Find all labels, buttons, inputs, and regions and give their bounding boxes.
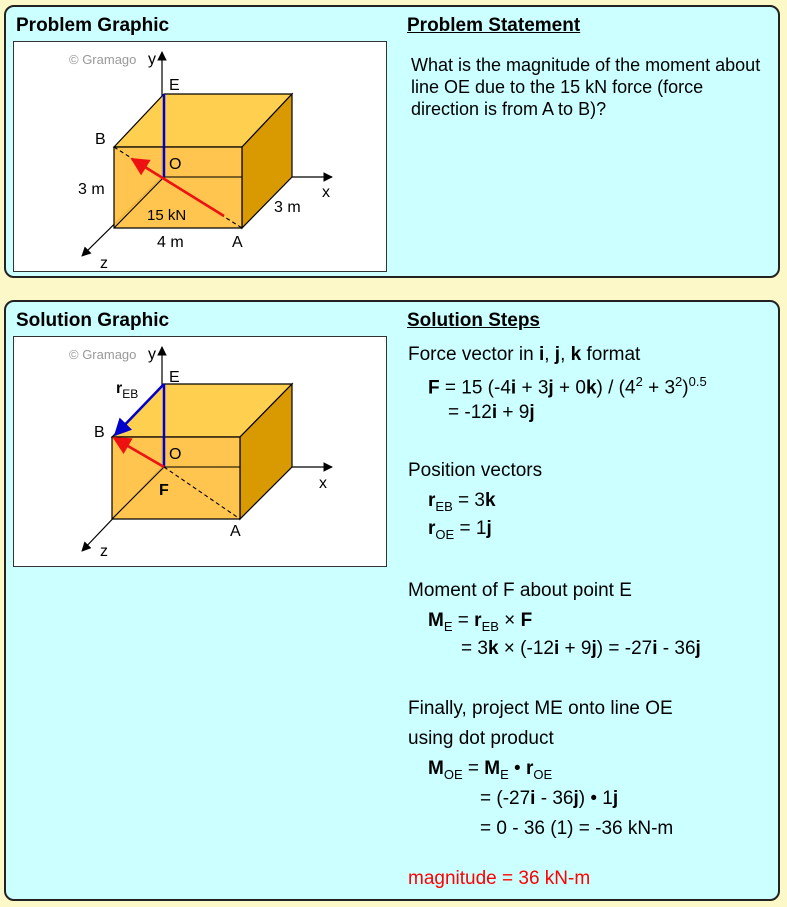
problem-statement-text: What is the magnitude of the moment about line OE due to the 15 kN force (force direction is from A to B)? [411, 55, 761, 119]
step-pos-heading: Position vectors [408, 460, 543, 481]
label-z: z [100, 543, 108, 560]
problem-panel [4, 5, 780, 278]
label-a: A [230, 523, 241, 540]
step-moment-heading: Moment of F about point E [408, 580, 632, 601]
step-force-eq2: = -12i + 9j [448, 402, 535, 423]
label-e: E [169, 77, 180, 94]
step-force-heading: Force vector in i, j, k format [408, 344, 641, 365]
label-r: $r_{EB}$ [116, 380, 139, 401]
label-y: y [148, 346, 156, 363]
step-project-eq3: = 0 - 36 (1) = -36 kN-m [480, 818, 674, 839]
step-pos-eq2: $r_{OE} = 1j$ [428, 518, 492, 542]
copyright-text: © Gramago [69, 347, 137, 362]
label-f: F [159, 482, 169, 499]
solution-diagram [13, 336, 387, 567]
problem-diagram [13, 41, 387, 272]
label-o: O [169, 446, 182, 463]
step-pos-eq1: $r_{EB} = 3k$ [428, 490, 496, 514]
label-z: z [100, 255, 108, 272]
step-force-eq1: F = 15 $(-4i + 3j + 0k) / (4^2 + 3^2)^{0.5}$ [428, 374, 707, 399]
copyright-text: © Gramago [69, 52, 137, 67]
answer-text: magnitude = 36 kN-m [408, 868, 591, 889]
label-y: y [148, 51, 156, 68]
label-b: B [94, 424, 105, 441]
label-3m-left: 3 m [78, 181, 105, 198]
problem-statement-title: Problem Statement [407, 15, 581, 36]
step-project-eq1: $M_{OE} = M_E$ • $r_{OE}$ [428, 758, 553, 782]
label-3m-right: 3 m [274, 199, 301, 216]
step-project-eq2: = (-27i - 36j) • 1j [480, 788, 619, 809]
label-x: x [322, 184, 330, 201]
step-project-heading1: Finally, project ME onto line OE [408, 698, 673, 719]
solution-steps-title: Solution Steps [407, 310, 540, 331]
label-a: A [232, 234, 243, 251]
solution-diagram-svg [14, 337, 388, 568]
step-moment-eq1: $M_E = r_{EB} \times F$ [428, 610, 533, 634]
solution-panel [4, 300, 780, 901]
label-4m: 4 m [157, 234, 184, 251]
label-o: O [169, 156, 182, 173]
label-b: B [95, 131, 106, 148]
label-x: x [319, 475, 327, 492]
problem-diagram-svg [14, 42, 388, 273]
label-e: E [169, 369, 180, 386]
solution-graphic-title: Solution Graphic [16, 310, 170, 331]
step-project-heading2: using dot product [408, 728, 554, 749]
problem-graphic-title: Problem Graphic [16, 15, 170, 36]
step-moment-eq2: = 3k × (-12i + 9j) = -27i - 36j [461, 638, 701, 659]
label-force: 15 kN [147, 207, 187, 224]
